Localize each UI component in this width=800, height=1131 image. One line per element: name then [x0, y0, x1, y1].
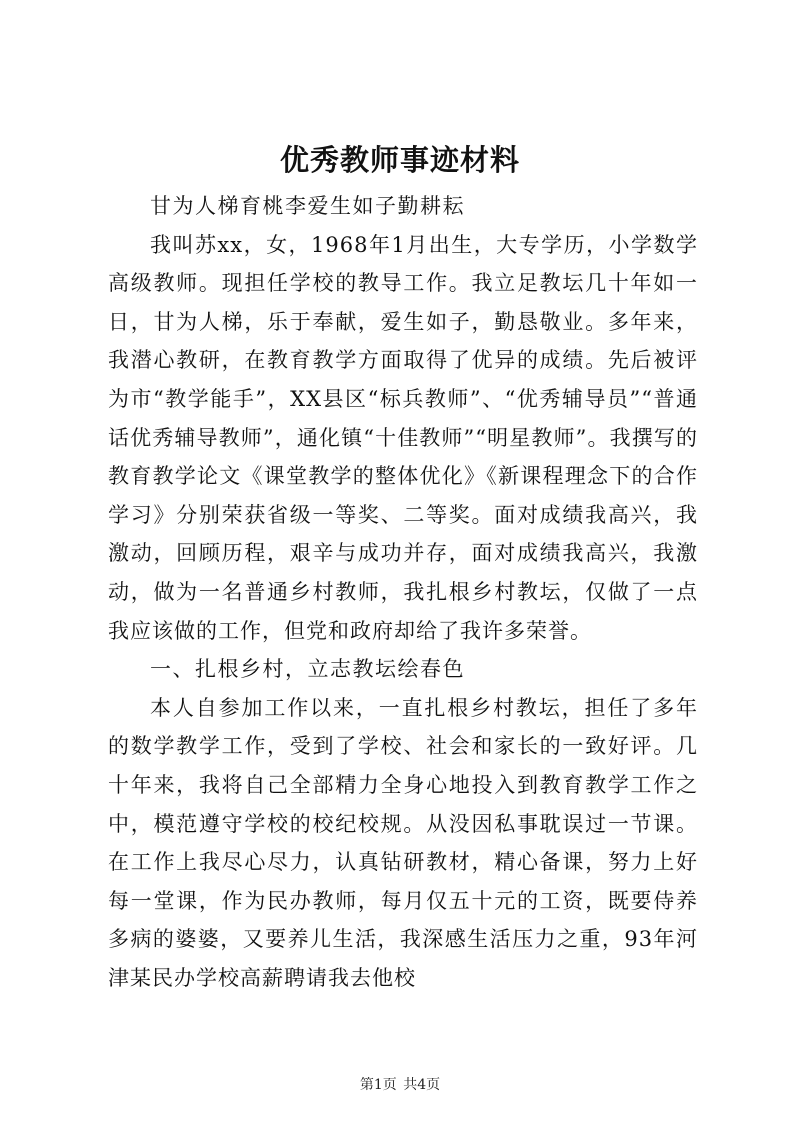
page-footer — [0, 1075, 800, 1095]
page-total: 共4页 — [403, 1077, 441, 1093]
paragraph-intro: 我叫苏xx，女，1968年1月出生，大专学历，小学数学高级教师。现担任学校的教导工作。我立足教坛几十年如一日，甘为人梯，乐于奉献，爱生如子，勤恳敬业。多年来，我潜心教研，在教育教学方面取得了优异的成绩。先后被评为市“教学能手”，XX县区“标兵教师”、“优秀辅导员”“普通话优秀辅导教师”，通化镇“十佳教师”“明星教师”。我撰写的教育教学论文《课堂教学的整体优化》《新课程理念下的合作学习》分别荣获省级一等奖、二等奖。面对成绩我高兴，我激动，回顾历程，艰辛与成功并存，面对成绩我高兴，我激动，做为一名普通乡村教师，我扎根乡村教坛，仅做了一点我应该做的工作，但党和政府却给了我许多荣誉。 — [108, 232, 698, 643]
page-number: 第1页 — [359, 1077, 397, 1093]
section-heading-1: 一、扎根乡村，立志教坛绘春色 — [150, 657, 465, 682]
document-title: 优秀教师事迹材料 — [279, 143, 520, 177]
paragraph-section-1: 本人自参加工作以来，一直扎根乡村教坛，担任了多年的数学教学工作，受到了学校、社会和家长的一致好评。几十年来，我将自己全部精力全身心地投入到教育教学工作之中，模范遵守学校的校纪校规。从没因私事耽误过一节课。在工作上我尽心尽力，认真钻研教材，精心备课，努力上好每一堂课，作为民办教师，每月仅五十元的工资，既要侍养多病的婆婆，又要养儿生活，我深感生活压力之重，93年河津某民办学校高薪聘请我去他校 — [108, 695, 698, 990]
document-body — [108, 187, 698, 997]
document-subtitle: 甘为人梯育桃李爱生如子勤耕耘 — [150, 194, 465, 218]
